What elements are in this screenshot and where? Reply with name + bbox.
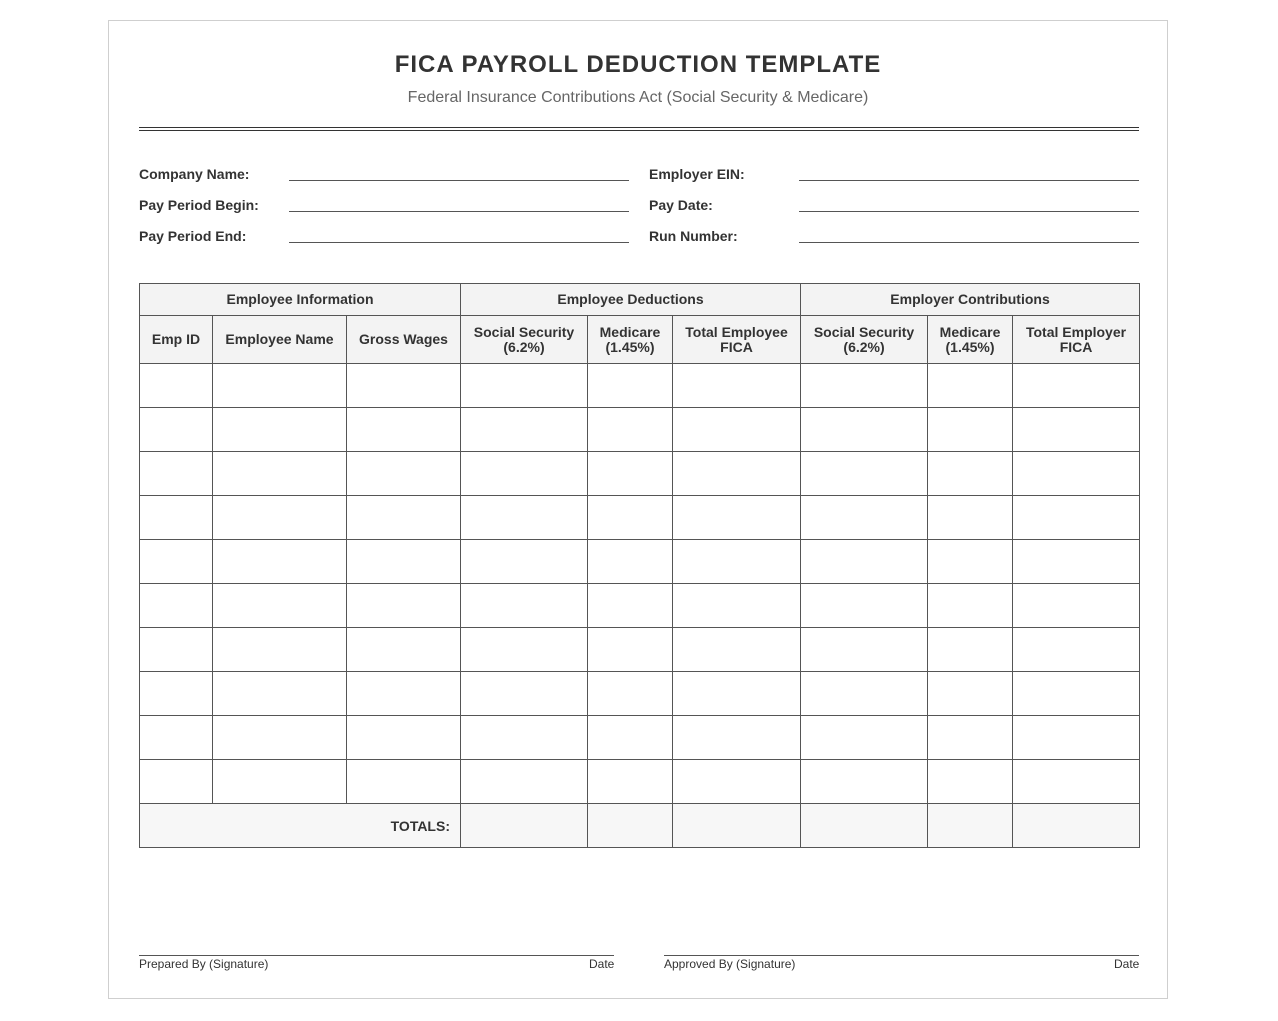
table-cell[interactable] bbox=[140, 364, 213, 408]
group-header-employee-deductions: Employee Deductions bbox=[461, 284, 801, 316]
table-cell[interactable] bbox=[461, 496, 588, 540]
table-cell[interactable] bbox=[1013, 760, 1140, 804]
table-cell[interactable] bbox=[801, 452, 928, 496]
table-cell[interactable] bbox=[801, 364, 928, 408]
company-name-label: Company Name: bbox=[139, 166, 250, 182]
totals-cell[interactable] bbox=[588, 804, 673, 848]
table-cell[interactable] bbox=[588, 584, 673, 628]
table-cell[interactable] bbox=[1013, 584, 1140, 628]
table-cell[interactable] bbox=[673, 672, 801, 716]
company-name-field[interactable] bbox=[289, 180, 629, 181]
col-header-total-employer-fica: Total Employer FICA bbox=[1013, 316, 1140, 364]
totals-cell[interactable] bbox=[1013, 804, 1140, 848]
table-cell[interactable] bbox=[213, 540, 347, 584]
table-cell[interactable] bbox=[928, 408, 1013, 452]
table-cell[interactable] bbox=[801, 540, 928, 584]
table-cell[interactable] bbox=[461, 452, 588, 496]
run-number-label: Run Number: bbox=[649, 228, 738, 244]
page-title: FICA PAYROLL DEDUCTION TEMPLATE bbox=[394, 51, 882, 78]
run-number-field[interactable] bbox=[799, 242, 1139, 243]
table-cell[interactable] bbox=[588, 452, 673, 496]
table-cell[interactable] bbox=[928, 672, 1013, 716]
table-cell[interactable] bbox=[140, 672, 213, 716]
table-cell[interactable] bbox=[1013, 716, 1140, 760]
table-cell[interactable] bbox=[673, 364, 801, 408]
table-cell[interactable] bbox=[461, 540, 588, 584]
col-header-employee-social-security: Social Security (6.2%) bbox=[461, 316, 588, 364]
prepared-date-label: Date bbox=[589, 957, 615, 971]
table-cell[interactable] bbox=[928, 716, 1013, 760]
approved-by-signature-line[interactable] bbox=[664, 955, 1139, 956]
table-row bbox=[140, 496, 1140, 540]
group-header-employer-contributions: Employer Contributions bbox=[801, 284, 1140, 316]
table-cell[interactable] bbox=[140, 540, 213, 584]
table-cell[interactable] bbox=[928, 364, 1013, 408]
table-cell[interactable] bbox=[588, 408, 673, 452]
table-cell[interactable] bbox=[213, 408, 347, 452]
pay-period-end-field[interactable] bbox=[289, 242, 629, 243]
table-cell[interactable] bbox=[347, 760, 461, 804]
table-cell[interactable] bbox=[140, 584, 213, 628]
table-cell[interactable] bbox=[588, 760, 673, 804]
table-cell[interactable] bbox=[588, 540, 673, 584]
table-cell[interactable] bbox=[928, 628, 1013, 672]
table-cell[interactable] bbox=[588, 716, 673, 760]
table-row bbox=[140, 408, 1140, 452]
header-divider bbox=[139, 127, 1139, 128]
table-cell[interactable] bbox=[213, 364, 347, 408]
table-cell[interactable] bbox=[801, 672, 928, 716]
table-cell[interactable] bbox=[928, 496, 1013, 540]
col-header-employee-medicare: Medicare (1.45%) bbox=[588, 316, 673, 364]
table-cell[interactable] bbox=[928, 760, 1013, 804]
totals-cell[interactable] bbox=[673, 804, 801, 848]
table-cell[interactable] bbox=[213, 584, 347, 628]
table-cell[interactable] bbox=[461, 760, 588, 804]
totals-cell[interactable] bbox=[801, 804, 928, 848]
table-cell[interactable] bbox=[213, 628, 347, 672]
table-cell[interactable] bbox=[673, 540, 801, 584]
table-cell[interactable] bbox=[588, 672, 673, 716]
totals-label: TOTALS: bbox=[140, 804, 461, 848]
table-cell[interactable] bbox=[588, 496, 673, 540]
table-cell[interactable] bbox=[347, 540, 461, 584]
table-cell[interactable] bbox=[140, 760, 213, 804]
prepared-by-signature-line[interactable] bbox=[139, 955, 614, 956]
approved-by-label: Approved By (Signature) bbox=[664, 957, 796, 971]
table-cell[interactable] bbox=[588, 628, 673, 672]
col-header-emp-id: Emp ID bbox=[140, 316, 213, 364]
table-cell[interactable] bbox=[1013, 452, 1140, 496]
table-row bbox=[140, 628, 1140, 672]
table-cell[interactable] bbox=[801, 760, 928, 804]
pay-period-begin-label: Pay Period Begin: bbox=[139, 197, 259, 213]
table-row bbox=[140, 364, 1140, 408]
table-cell[interactable] bbox=[673, 716, 801, 760]
table-cell[interactable] bbox=[347, 584, 461, 628]
pay-period-end-label: Pay Period End: bbox=[139, 228, 247, 244]
table-cell[interactable] bbox=[673, 496, 801, 540]
table-cell[interactable] bbox=[673, 628, 801, 672]
table-cell[interactable] bbox=[801, 496, 928, 540]
table-cell[interactable] bbox=[673, 584, 801, 628]
table-cell[interactable] bbox=[461, 628, 588, 672]
table-cell[interactable] bbox=[140, 716, 213, 760]
employer-ein-field[interactable] bbox=[799, 180, 1139, 181]
table-cell[interactable] bbox=[1013, 364, 1140, 408]
table-cell[interactable] bbox=[461, 408, 588, 452]
table-cell[interactable] bbox=[213, 496, 347, 540]
group-header-employee-information: Employee Information bbox=[140, 284, 461, 316]
page-subtitle: Federal Insurance Contributions Act (Social Security & Medicare) bbox=[407, 89, 869, 106]
table-cell[interactable] bbox=[347, 364, 461, 408]
col-header-total-employee-fica: Total Employee FICA bbox=[673, 316, 801, 364]
table-cell[interactable] bbox=[1013, 540, 1140, 584]
employer-ein-label: Employer EIN: bbox=[649, 166, 745, 182]
table-cell[interactable] bbox=[213, 672, 347, 716]
table-cell[interactable] bbox=[461, 672, 588, 716]
col-header-employer-medicare: Medicare (1.45%) bbox=[928, 316, 1013, 364]
table-cell[interactable] bbox=[140, 628, 213, 672]
table-cell[interactable] bbox=[140, 452, 213, 496]
table-cell[interactable] bbox=[588, 364, 673, 408]
pay-date-field[interactable] bbox=[799, 211, 1139, 212]
table-cell[interactable] bbox=[928, 540, 1013, 584]
totals-cell[interactable] bbox=[461, 804, 588, 848]
table-cell[interactable] bbox=[673, 760, 801, 804]
table-cell[interactable] bbox=[347, 628, 461, 672]
table-cell[interactable] bbox=[213, 760, 347, 804]
table-cell[interactable] bbox=[347, 672, 461, 716]
table-cell[interactable] bbox=[928, 452, 1013, 496]
table-row bbox=[140, 584, 1140, 628]
table-cell[interactable] bbox=[801, 584, 928, 628]
pay-date-label: Pay Date: bbox=[649, 197, 713, 213]
table-row bbox=[140, 540, 1140, 584]
table-cell[interactable] bbox=[1013, 408, 1140, 452]
table-cell[interactable] bbox=[140, 496, 213, 540]
table-cell[interactable] bbox=[801, 408, 928, 452]
table-cell[interactable] bbox=[347, 452, 461, 496]
table-cell[interactable] bbox=[1013, 628, 1140, 672]
col-header-gross-wages: Gross Wages bbox=[347, 316, 461, 364]
table-cell[interactable] bbox=[461, 584, 588, 628]
table-cell[interactable] bbox=[673, 452, 801, 496]
document-page bbox=[108, 20, 1168, 999]
table-cell[interactable] bbox=[140, 408, 213, 452]
table-cell[interactable] bbox=[801, 716, 928, 760]
table-cell[interactable] bbox=[347, 408, 461, 452]
col-header-employer-social-security: Social Security (6.2%) bbox=[801, 316, 928, 364]
table-cell[interactable] bbox=[801, 628, 928, 672]
table-cell[interactable] bbox=[1013, 496, 1140, 540]
table-cell[interactable] bbox=[461, 364, 588, 408]
approved-date-label: Date bbox=[1114, 957, 1140, 971]
table-row bbox=[140, 716, 1140, 760]
col-header-employee-name: Employee Name bbox=[213, 316, 347, 364]
table-row bbox=[140, 760, 1140, 804]
table-cell[interactable] bbox=[1013, 672, 1140, 716]
table-cell[interactable] bbox=[461, 716, 588, 760]
table-cell[interactable] bbox=[673, 408, 801, 452]
table-row bbox=[140, 452, 1140, 496]
totals-cell[interactable] bbox=[928, 804, 1013, 848]
table-cell[interactable] bbox=[213, 452, 347, 496]
table-cell[interactable] bbox=[347, 716, 461, 760]
header-divider-second bbox=[139, 130, 1139, 131]
table-cell[interactable] bbox=[213, 716, 347, 760]
table-row bbox=[140, 672, 1140, 716]
prepared-by-label: Prepared By (Signature) bbox=[139, 957, 269, 971]
table-cell[interactable] bbox=[928, 584, 1013, 628]
payroll-table bbox=[139, 283, 1140, 848]
pay-period-begin-field[interactable] bbox=[289, 211, 629, 212]
totals-row bbox=[140, 804, 1140, 848]
table-cell[interactable] bbox=[347, 496, 461, 540]
